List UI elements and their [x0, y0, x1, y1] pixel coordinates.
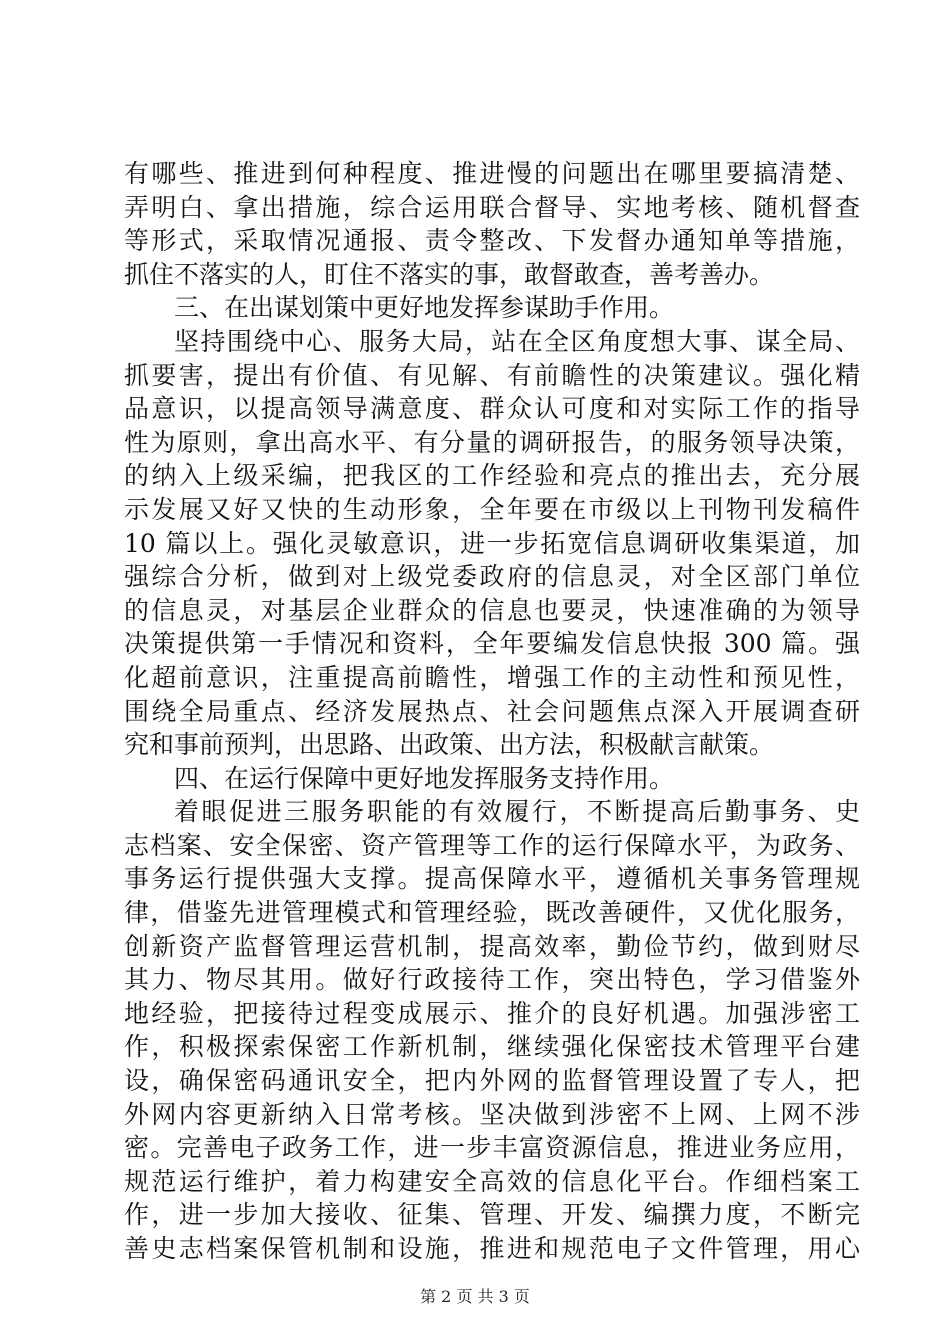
text-line: 等形式，采取情况通报、责令整改、下发督办通知单等措施，	[124, 226, 860, 256]
text-line: 品意识，以提高领导满意度、群众认可度和对实际工作的指导	[124, 394, 860, 424]
text-line: 其力、物尽其用。做好行政接待工作，突出特色，学习借鉴外	[124, 965, 860, 995]
text-line: 志档案、安全保密、资产管理等工作的运行保障水平，为政务、	[124, 830, 860, 860]
text-line: 性为原则，拿出高水平、有分量的调研报告，的服务领导决策，	[124, 427, 860, 457]
text-line: 事务运行提供强大支撑。提高保障水平，遵循机关事务管理规	[124, 864, 860, 894]
text-line: 10 篇以上。强化灵敏意识，进一步拓宽信息调研收集渠道，加	[124, 528, 860, 558]
text-line: 的信息灵，对基层企业群众的信息也要灵，快速准确的为领导	[124, 595, 860, 625]
text-line: 创新资产监督管理运营机制，提高效率，勤俭节约，做到财尽	[124, 931, 860, 961]
body-text	[124, 157, 860, 1266]
text-line: 的纳入上级采编，把我区的工作经验和亮点的推出去，充分展	[124, 461, 860, 491]
text-line: 强综合分析，做到对上级党委政府的信息灵，对全区部门单位	[124, 562, 860, 592]
text-line: 抓住不落实的人，盯住不落实的事，敢督敢查，善考善办。	[124, 259, 775, 289]
text-line: 密。完善电子政务工作，进一步丰富资源信息，推进业务应用，	[124, 1133, 860, 1163]
page-number: 第 2 页 共 3 页	[420, 1287, 530, 1306]
text-line: 规范运行维护，着力构建安全高效的信息化平台。作细档案工	[124, 1166, 860, 1196]
text-line: 弄明白、拿出措施，综合运用联合督导、实地考核、随机督查	[124, 192, 860, 222]
text-line: 地经验，把接待过程变成展示、推介的良好机遇。加强涉密工	[124, 998, 860, 1028]
text-line: 有哪些、推进到何种程度、推进慢的问题出在哪里要搞清楚、	[124, 159, 860, 188]
text-line: 外网内容更新纳入日常考核。坚决做到涉密不上网、上网不涉	[124, 1099, 860, 1129]
page-footer	[0, 1284, 950, 1307]
text-line: 着眼促进三服务职能的有效履行，不断提高后勤事务、史	[174, 797, 860, 827]
text-line: 示发展又好又快的生动形象，全年要在市级以上刊物刊发稿件	[124, 494, 860, 524]
text-line: 决策提供第一手情况和资料，全年要编发信息快报 300 篇。强	[124, 629, 860, 659]
text-line: 化超前意识，注重提高前瞻性，增强工作的主动性和预见性，	[124, 662, 860, 692]
section-heading: 三、在出谋划策中更好地发挥参谋助手作用。	[174, 293, 675, 323]
section-heading: 四、在运行保障中更好地发挥服务支持作用。	[174, 763, 675, 793]
text-line: 究和事前预判，出思路、出政策、出方法，积极献言献策。	[124, 730, 775, 760]
text-line: 作，积极探索保密工作新机制，继续强化保密技术管理平台建	[124, 1032, 860, 1062]
text-line: 坚持围绕中心、服务大局，站在全区角度想大事、谋全局、	[174, 326, 860, 356]
text-line: 善史志档案保管机制和设施，推进和规范电子文件管理，用心	[124, 1234, 860, 1263]
text-line: 抓要害，提出有价值、有见解、有前瞻性的决策建议。强化精	[124, 360, 860, 390]
text-line: 律，借鉴先进管理模式和管理经验，既改善硬件，又优化服务，	[124, 898, 860, 928]
text-line: 作，进一步加大接收、征集、管理、开发、编撰力度，不断完	[124, 1200, 860, 1230]
text-line: 设，确保密码通讯安全，把内外网的监督管理设置了专人，把	[124, 1066, 860, 1096]
text-line: 围绕全局重点、经济发展热点、社会问题焦点深入开展调查研	[124, 696, 860, 726]
